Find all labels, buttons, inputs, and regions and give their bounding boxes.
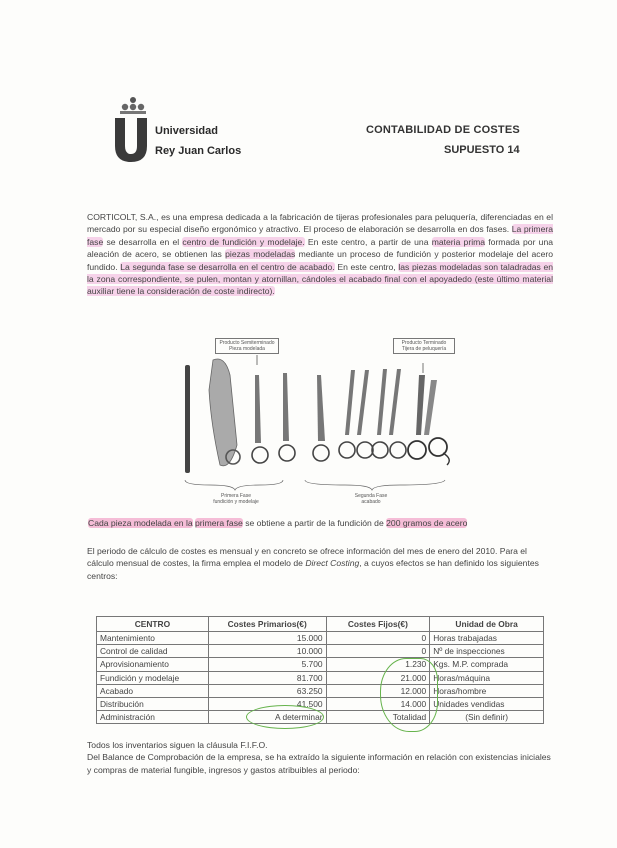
highlight-second-phase: La segunda fase se desarrolla en el centro de acabado. — [120, 261, 335, 272]
cell-fixed: 0 — [326, 645, 430, 658]
cell-primary: 41.500 — [208, 697, 326, 710]
document-title: CONTABILIDAD DE COSTES — [366, 124, 520, 136]
annotation-ellipse-to-determine — [246, 705, 324, 729]
table-row — [97, 632, 544, 645]
intro-text-5: mediante un proceso de fundición y posterior modelaje del acero fundido. — [87, 249, 553, 272]
cell-unit: (Sin definir) — [430, 711, 544, 724]
cell-center: Acabado — [97, 684, 209, 697]
cell-center: Aprovisionamiento — [97, 658, 209, 671]
caption-text-a: Cada pieza modelada en la — [88, 518, 193, 528]
figure-caption — [88, 518, 467, 528]
cost-centers-table — [96, 616, 544, 724]
highlight-finishing-process: las piezas modeladas son taladradas en la zona correspondiente, se pulen, montan y atornillan, cándoles el acabado final con el apoyadedo (este último material auxiliar tiene la consideración de coste indirecto). — [87, 261, 554, 297]
cell-unit: Horas/máquina — [430, 671, 544, 684]
figure-label-semifinished-1: Producto Semiterminado — [219, 340, 275, 346]
cell-center: Fundición y modelaje — [97, 671, 209, 684]
cell-fixed: 12.000 — [326, 684, 430, 697]
cell-unit: Horas trabajadas — [430, 632, 544, 645]
header-center: CENTRO — [97, 617, 209, 632]
university-logo-icon — [113, 118, 149, 162]
cell-primary: 63.250 — [208, 684, 326, 697]
cell-center: Mantenimiento — [97, 632, 209, 645]
cell-unit: Kgs. M.P. comprada — [430, 658, 544, 671]
steel-bar-icon — [185, 365, 190, 473]
intro-text-4: formada por una aleación de acero, se obtienen las — [87, 236, 553, 260]
scissor-blank-3-icon — [313, 375, 329, 461]
cell-fixed: 14.000 — [326, 697, 430, 710]
cell-fixed: 21.000 — [326, 671, 430, 684]
header-work-unit: Unidad de Obra — [430, 617, 544, 632]
cell-primary: A determinar — [208, 711, 326, 724]
figure-label-finished-1: Producto Terminado — [401, 340, 447, 346]
fifo-statement: Todos los inventarios siguen la cláusula F.I.F.O. — [87, 740, 268, 750]
balance-statement: Del Balance de Comprobación de la empresa, se ha extraído la siguiente información en relación con existencias iniciales y compras de material fungible, ingresos y gastos atribuibles al periodo: — [87, 752, 551, 775]
direct-costing-term: Direct Costing — [305, 558, 360, 569]
scissor-blank-1-icon — [252, 375, 268, 463]
intro-text-6: En este centro, — [337, 261, 396, 272]
figure-label-phase2 — [341, 493, 401, 505]
period-text-1: El periodo de cálculo de costes es mensual y en concreto se ofrece información del mes de enero del 2010. Para el cálculo mensual de costes, la firma emplea el modelo de — [87, 546, 527, 569]
figure-label-phase2-1: Segunda Fase — [354, 493, 388, 499]
scissors-sequence-drawing — [175, 335, 475, 515]
header-fixed-costs: Costes Fijos(€) — [326, 617, 430, 632]
caption-text-b: primera fase — [195, 518, 243, 528]
highlight-raw-material: materia prima — [431, 236, 486, 247]
cell-fixed: Totalidad — [326, 711, 430, 724]
highlight-casting-center: centro de fundición y modelaje. — [182, 236, 305, 247]
cell-center: Control de calidad — [97, 645, 209, 658]
period-text-2: , a cuyos efectos se han definido los siguientes centros: — [87, 558, 539, 581]
table-row — [97, 645, 544, 658]
university-name-line1: Universidad — [155, 125, 218, 137]
cell-fixed: 1.230 — [326, 658, 430, 671]
table-row — [97, 684, 544, 697]
table-row — [97, 697, 544, 710]
caption-text-c: se obtiene a partir de la fundición de — [245, 518, 384, 528]
cell-primary: 10.000 — [208, 645, 326, 658]
figure-label-finished-2: Tijera de peluquería — [401, 346, 447, 352]
caption-text-d: 200 gramos de acero — [386, 518, 468, 528]
annotation-ellipse-fixed-costs — [380, 658, 438, 732]
cell-center: Distribución — [97, 697, 209, 710]
figure-label-phase1 — [205, 493, 267, 505]
finished-scissors-icon — [408, 363, 449, 465]
scissors-open-1-icon — [339, 370, 373, 458]
cell-center: Administración — [97, 711, 209, 724]
table-row — [97, 658, 544, 671]
figure-label-phase1-1: Primera Fase — [220, 493, 251, 499]
figure-label-phase1-2: fundición y modelaje — [213, 499, 259, 505]
table-header-row — [97, 617, 544, 632]
process-illustration — [175, 335, 475, 515]
cell-primary: 15.000 — [208, 632, 326, 645]
intro-text-1: CORTICOLT, S.A., es una empresa dedicada a la fabricación de tijeras profesionales para peluquería, diferenciadas en el mercado por su especial diseño ergonómico y atractivo. El proceso de elaboración se desarrolla en dos fases. — [87, 212, 553, 235]
period-paragraph — [87, 545, 553, 582]
university-crown-icon — [116, 96, 150, 116]
table-row — [97, 671, 544, 684]
intro-text-3: En este centro, a partir de una — [307, 236, 429, 247]
figure-label-semifinished-2: Pieza modelada — [229, 346, 265, 352]
cell-unit: Unidades vendidas — [430, 697, 544, 710]
figure-label-phase2-2: acabado — [361, 499, 381, 505]
cell-primary: 81.700 — [208, 671, 326, 684]
intro-text-2: se desarrolla en el — [106, 236, 180, 247]
intro-paragraph — [87, 211, 553, 298]
document-subtitle: SUPUESTO 14 — [444, 144, 520, 156]
scissor-blank-2-icon — [279, 373, 295, 461]
cell-primary: 5.700 — [208, 658, 326, 671]
footer-paragraph — [87, 739, 557, 776]
highlight-molded-pieces: piezas modeladas — [225, 249, 296, 260]
scissors-open-2-icon — [372, 369, 406, 458]
cell-unit: Horas/hombre — [430, 684, 544, 697]
header-primary-costs: Costes Primarios(€) — [208, 617, 326, 632]
highlight-first-phase: La primera fase — [87, 224, 553, 247]
university-name-line2: Rey Juan Carlos — [155, 145, 242, 157]
cell-fixed: 0 — [326, 632, 430, 645]
cell-unit: Nº de inspecciones — [430, 645, 544, 658]
